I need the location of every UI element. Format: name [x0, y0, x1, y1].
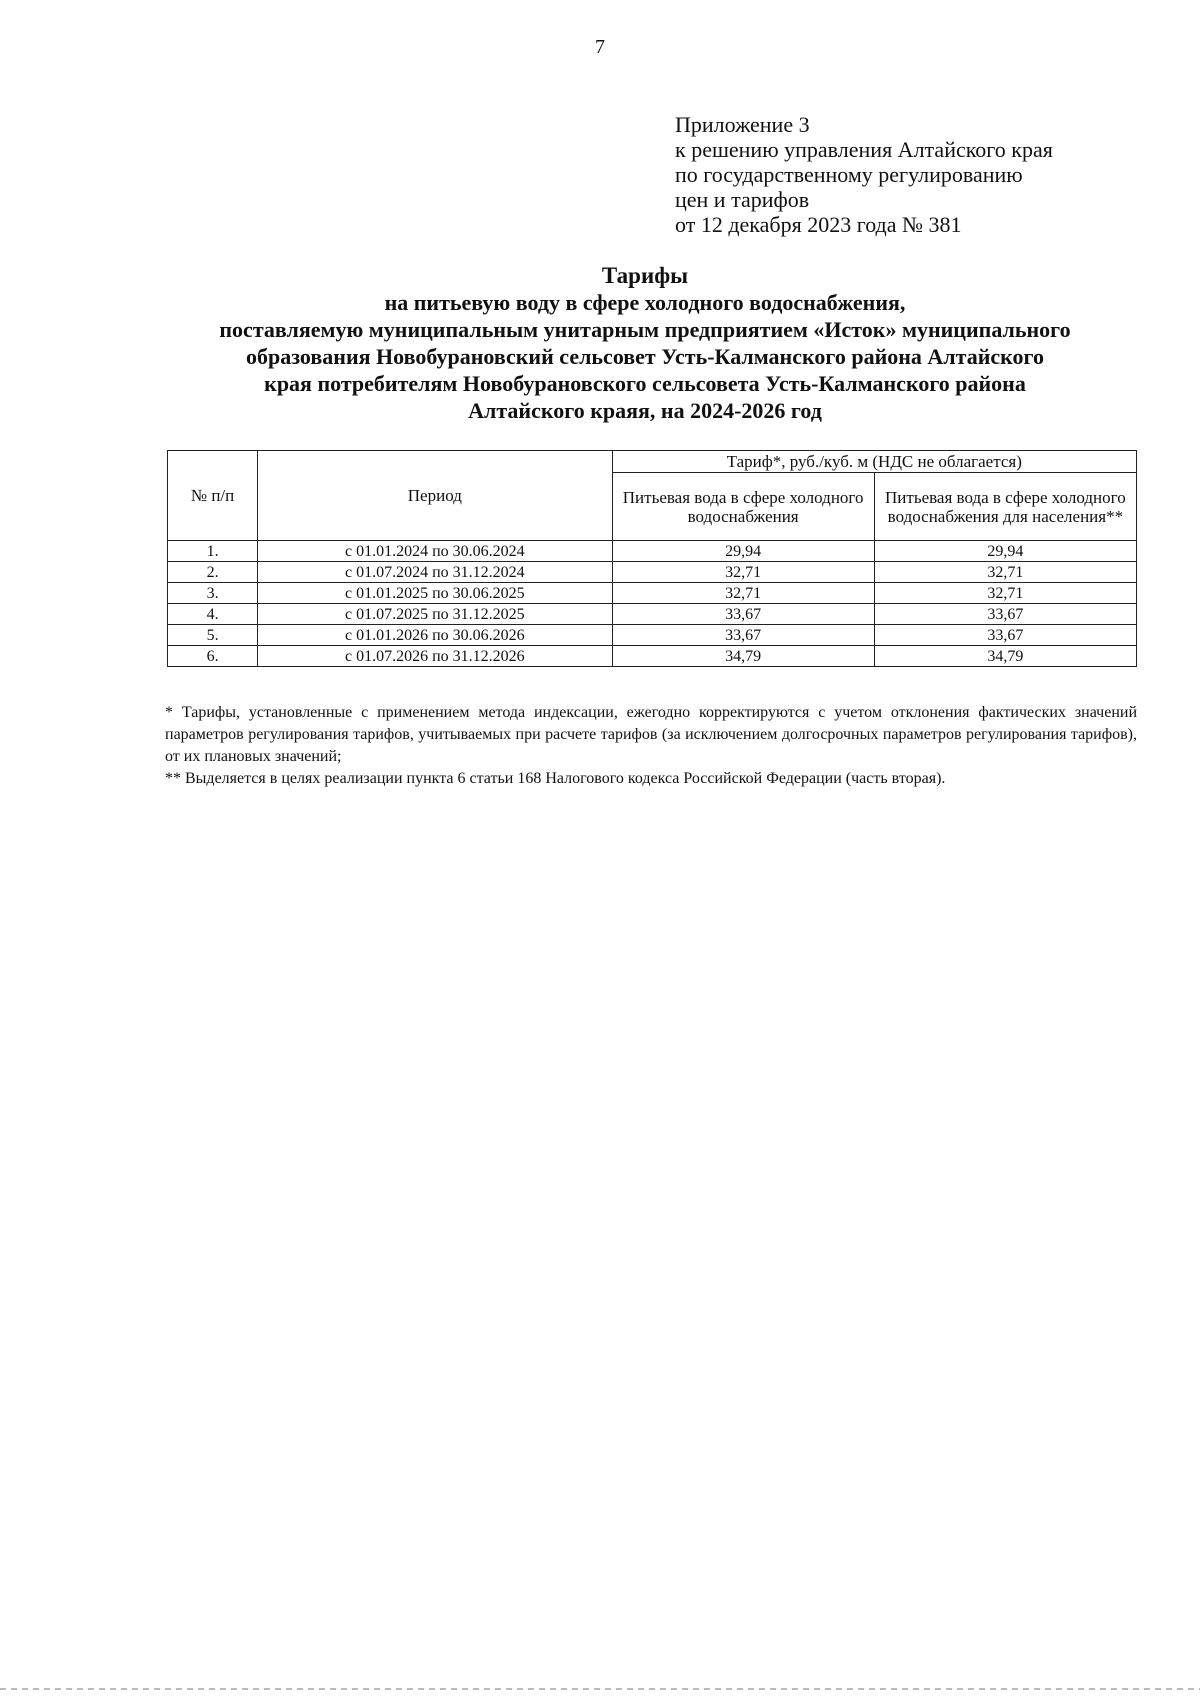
header-col-b: Питьевая вода в сфере холодного водоснабжения для населения**	[874, 473, 1136, 541]
footnote-tariff-indexation: * Тарифы, установленные с применением метода индексации, ежегодно корректируются с учетом отклонения фактических значений параметров регулирования тарифов, учитываемых при расчете тарифов (за исключением долгосрочных параметров регулирования тарифов), от их плановых значений;	[165, 704, 1137, 765]
title-line: Алтайского краяя, на 2024-2026 год	[468, 398, 822, 423]
scan-edge-divider	[0, 1688, 1200, 1690]
row-tariff-a: 29,94	[612, 541, 874, 562]
row-tariff-b: 29,94	[874, 541, 1136, 562]
title-main: Тарифы	[601, 263, 689, 288]
row-period: с 01.07.2025 по 31.12.2025	[258, 604, 612, 625]
row-tariff-b: 34,79	[874, 646, 1136, 667]
table-row	[168, 625, 1137, 646]
header-num: № п/п	[168, 451, 258, 541]
row-num: 1.	[168, 541, 258, 562]
row-num: 3.	[168, 583, 258, 604]
footnotes	[165, 702, 1137, 790]
row-period: с 01.07.2024 по 31.12.2024	[258, 562, 612, 583]
table-row	[168, 562, 1137, 583]
row-period: с 01.01.2025 по 30.06.2025	[258, 583, 612, 604]
row-tariff-b: 32,71	[874, 583, 1136, 604]
row-period: с 01.07.2026 по 31.12.2026	[258, 646, 612, 667]
footnote-vat: ** Выделяется в целях реализации пункта 6 статьи 168 Налогового кодекса Российской Федерации (часть вторая).	[165, 770, 946, 787]
page-number: 7	[595, 36, 605, 58]
document-title	[150, 262, 1140, 424]
row-tariff-a: 33,67	[612, 625, 874, 646]
row-num: 4.	[168, 604, 258, 625]
appendix-line: по государственному регулированию	[675, 162, 1023, 187]
row-tariff-b: 32,71	[874, 562, 1136, 583]
row-period: с 01.01.2024 по 30.06.2024	[258, 541, 612, 562]
table-row	[168, 646, 1137, 667]
appendix-block	[675, 112, 1053, 237]
header-period: Период	[258, 451, 612, 541]
row-num: 2.	[168, 562, 258, 583]
row-tariff-a: 32,71	[612, 583, 874, 604]
table-row	[168, 541, 1137, 562]
row-period: с 01.01.2026 по 30.06.2026	[258, 625, 612, 646]
appendix-line: цен и тарифов	[675, 187, 810, 212]
row-tariff-a: 33,67	[612, 604, 874, 625]
appendix-line: Приложение 3	[675, 112, 810, 137]
header-tariff-group: Тариф*, руб./куб. м (НДС не облагается)	[612, 451, 1136, 473]
appendix-line: к решению управления Алтайского края	[675, 137, 1053, 162]
table-row	[168, 604, 1137, 625]
row-tariff-a: 34,79	[612, 646, 874, 667]
appendix-line: от 12 декабря 2023 года № 381	[675, 212, 962, 237]
row-tariff-a: 32,71	[612, 562, 874, 583]
title-line: на питьевую воду в сфере холодного водоснабжения,	[384, 290, 906, 315]
row-tariff-b: 33,67	[874, 604, 1136, 625]
title-line: края потребителям Новобурановского сельсовета Усть-Калманского района	[264, 371, 1026, 396]
row-num: 5.	[168, 625, 258, 646]
title-line: поставляемую муниципальным унитарным предприятием «Исток» муниципального	[219, 317, 1071, 342]
table-row	[168, 583, 1137, 604]
header-col-a: Питьевая вода в сфере холодного водоснабжения	[612, 473, 874, 541]
tariff-table	[167, 450, 1137, 667]
row-num: 6.	[168, 646, 258, 667]
title-line: образования Новобурановский сельсовет Усть-Калманского района Алтайского	[245, 344, 1044, 369]
row-tariff-b: 33,67	[874, 625, 1136, 646]
